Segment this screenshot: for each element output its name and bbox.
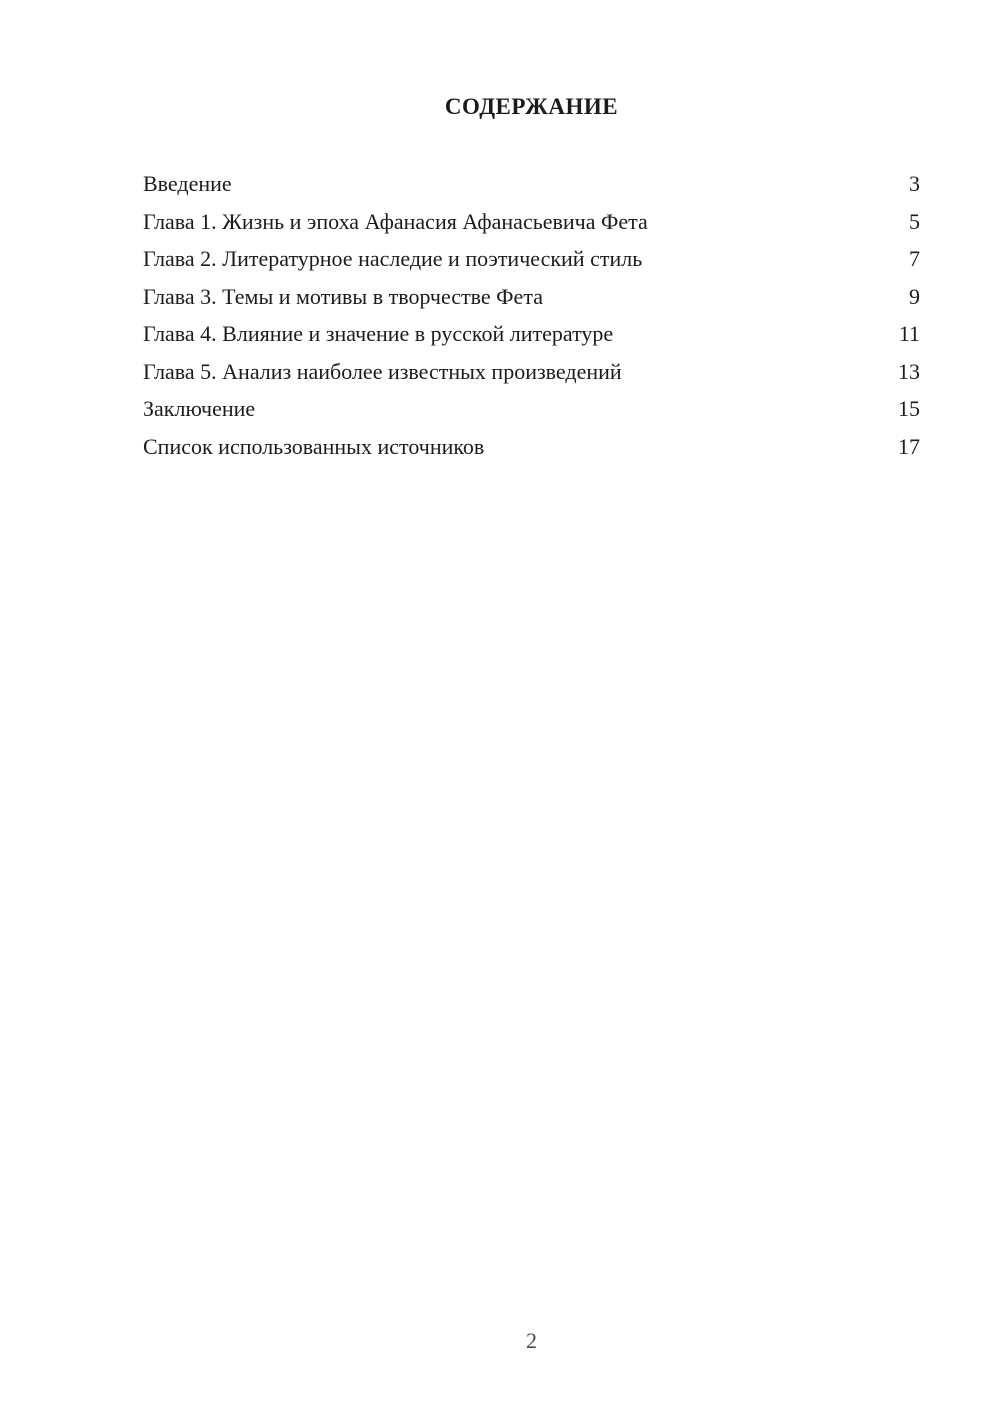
footer-page-number: 2	[526, 1328, 537, 1353]
toc-entry-label: Глава 3. Темы и мотивы в творчестве Фета	[143, 283, 543, 309]
toc-entry	[143, 278, 920, 316]
toc-entry-page-number: 17	[898, 433, 920, 459]
toc-entry-page-number: 13	[898, 358, 920, 384]
page-title: СОДЕРЖАНИЕ	[444, 94, 619, 119]
toc-entry-page-number: 9	[909, 283, 920, 309]
toc-entry	[143, 315, 920, 353]
toc-entry-label: Глава 4. Влияние и значение в русской литературе	[143, 321, 614, 346]
toc-entry-label: Список использованных источников	[143, 433, 485, 459]
toc-entry	[143, 428, 920, 466]
toc-entry-label: Глава 2. Литературное наследие и поэтический стиль	[143, 246, 643, 271]
content-area	[143, 92, 920, 465]
toc-entry	[143, 353, 920, 391]
toc-entry-page-number: 15	[898, 396, 920, 421]
toc-entry-label: Глава 5. Анализ наиболее известных произведений	[143, 358, 622, 384]
toc-entry-label: Глава 1. Жизнь и эпоха Афанасия Афанасьевича Фета	[143, 208, 648, 234]
toc-entry	[143, 165, 920, 203]
toc-entry	[143, 203, 920, 241]
toc-entry-label: Введение	[143, 171, 232, 196]
toc-entry-page-number: 3	[909, 171, 920, 196]
toc-list	[143, 165, 920, 465]
toc-entry-page-number: 5	[909, 208, 920, 234]
toc-entry-label: Заключение	[143, 396, 256, 421]
toc-entry-page-number: 11	[898, 321, 920, 346]
toc-entry	[143, 390, 920, 428]
toc-entry	[143, 240, 920, 278]
toc-entry-page-number: 7	[909, 246, 920, 271]
